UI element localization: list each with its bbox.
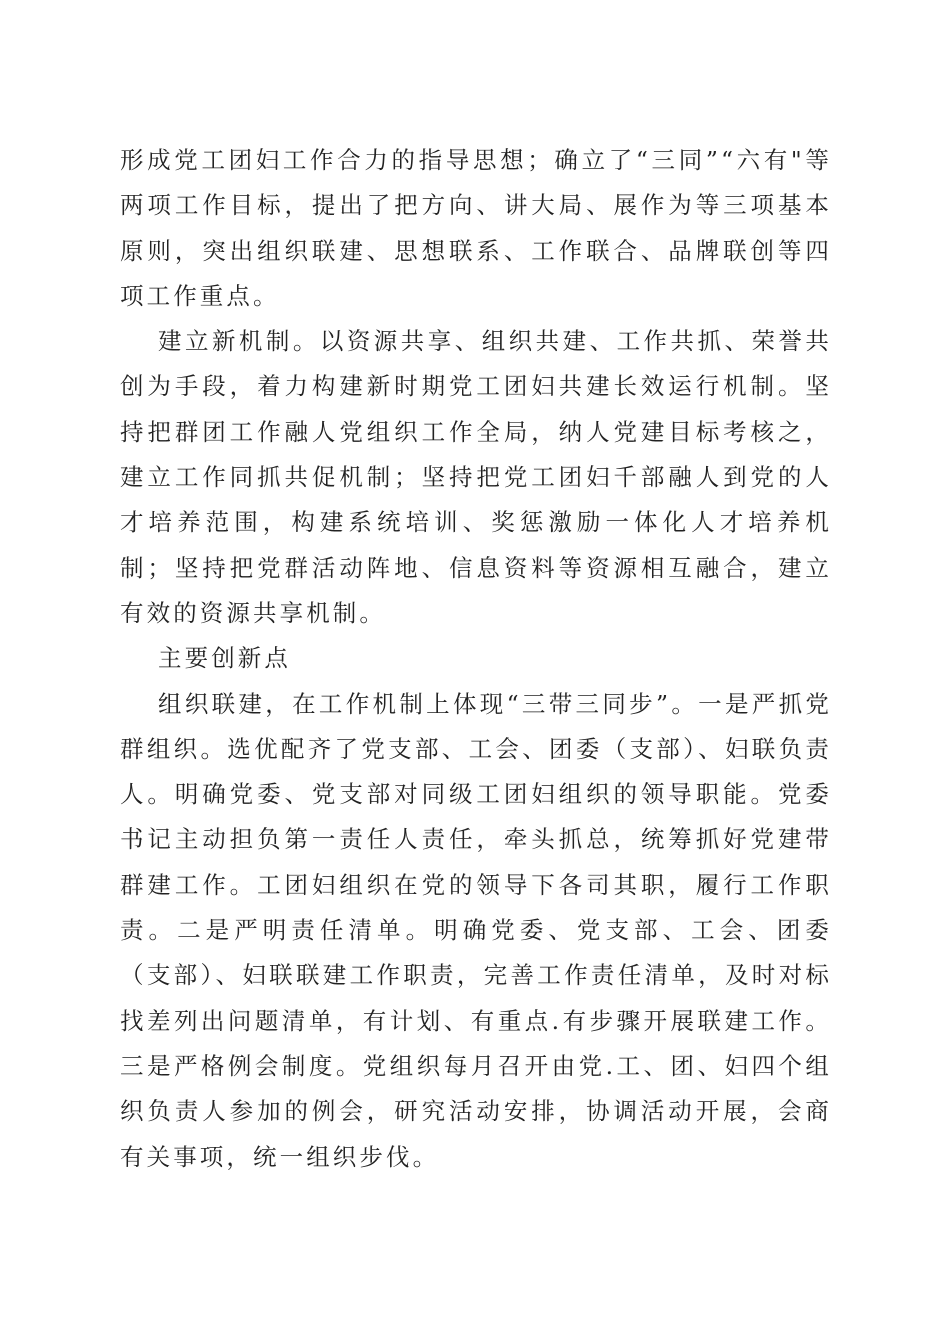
paragraph-organization-joint-building: 组织联建，在工作机制上体现“三带三同步”。一是严抓党群组织。选优配齐了党支部、工会、团委（支部）、妇联负责人。明确党委、党支部对同级工团妇组织的领导职能。党委书记主动担负第一责任人责任，牵头抓总，统筹抓好党建带群建工作。工团妇组织在党的领导下各司其职，履行工作职责。二是严明责任清单。明确党委、党支部、工会、团委（支部）、妇联联建工作职责，完善工作责任清单，及时对标找差列出问题清单，有计划、有重点.有步骤开展联建工作。三是严格例会制度。党组织每月召开由党.工、团、妇四个组织负责人参加的例会，研究活动安排，协调活动开展，会商有关事项，统一组织步伐。: [120, 689, 832, 1171]
document-body: [120, 138, 832, 1180]
paragraph-new-mechanism: 建立新机制。以资源共享、组织共建、工作共抓、荣誉共创为手段，着力构建新时期党工团妇共建长效运行机制。坚持把群团工作融人党组织工作全局，纳人党建目标考核之，建立工作同抓共促机制；坚持把党工团妇千部融人到党的人才培养范围，构建系统培训、奖惩激励一体化人才培养机制；坚持把党群活动阵地、信息资料等资源相互融合，建立有效的资源共享机制。: [120, 327, 832, 627]
paragraph-continued: 形成党工团妇工作合力的指导思想；确立了“三同”“六有"等两项工作目标，提出了把方向、讲大局、展作为等三项基本原则，突出组织联建、思想联系、工作联合、品牌联创等四项工作重点。: [120, 146, 832, 310]
section-heading-innovation: 主要创新点: [158, 644, 291, 673]
